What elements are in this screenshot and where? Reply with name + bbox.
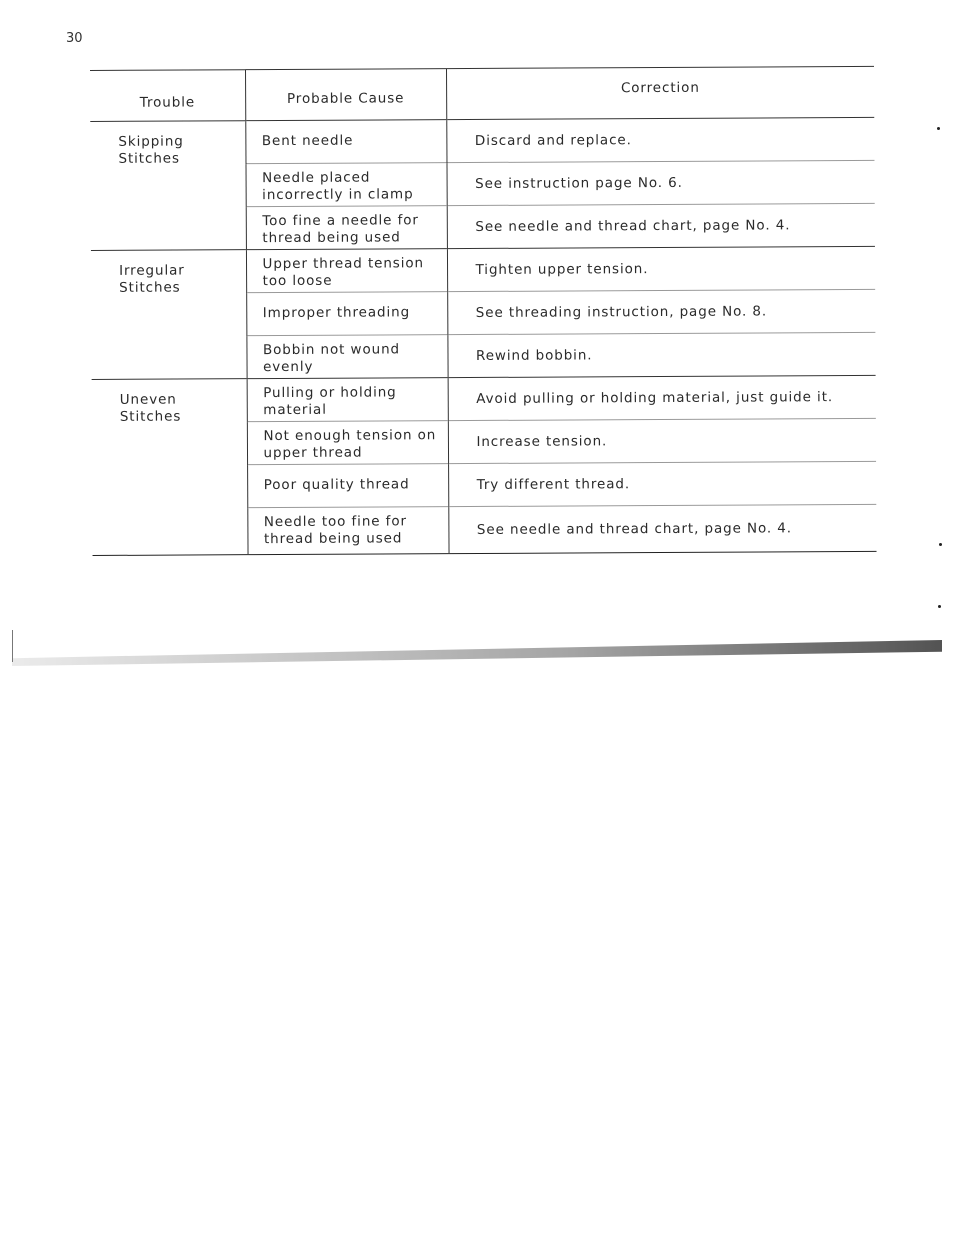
page-number: 30 [66, 31, 83, 46]
header-trouble: Trouble [139, 93, 196, 111]
trouble-cell [90, 121, 246, 251]
cause-cell [247, 378, 448, 422]
correction-cell: See instruction page No. 6. [446, 160, 874, 205]
cause-cell [246, 249, 447, 293]
cause-cell [245, 163, 446, 207]
trouble-label: Stitches [119, 279, 181, 296]
cause-text: Needle placed incorrectly in clamp [262, 169, 414, 204]
header-correction: Correction [446, 66, 874, 119]
cause-text: Upper thread tension too loose [262, 255, 425, 290]
correction-cell: Rewind bobbin. [447, 332, 875, 377]
scan-shadow-band [12, 640, 942, 666]
table-row [90, 117, 874, 164]
trouble-label: Stitches [118, 150, 180, 167]
cause-cell [246, 335, 447, 379]
scan-speck [937, 127, 940, 130]
cause-cell [247, 507, 448, 555]
correction-cell: Avoid pulling or holding material, just guide it. [448, 375, 876, 420]
trouble-cell [92, 379, 248, 556]
troubleshooting-table [90, 66, 877, 556]
cause-text: Poor quality thread [263, 476, 410, 494]
header-row [90, 66, 874, 121]
group-irregular-stitches [91, 246, 876, 379]
group-skipping-stitches [90, 117, 875, 250]
cause-cell [246, 292, 447, 336]
scan-speck [938, 605, 941, 608]
scan-speck [939, 543, 942, 546]
correction-cell: See needle and thread chart, page No. 4. [447, 203, 875, 248]
cause-text: Not enough tension on upper thread [263, 427, 437, 462]
trouble-cell [91, 250, 247, 380]
troubleshooting-table-container [90, 66, 877, 556]
table-row [91, 246, 875, 293]
trouble-label: Skipping [118, 133, 184, 150]
correction-cell: Increase tension. [448, 418, 876, 463]
table-row [92, 375, 876, 422]
trouble-label: Uneven [119, 391, 177, 408]
scan-page-edge [12, 630, 13, 662]
cause-text: Needle too fine for thread being used [263, 513, 407, 548]
group-uneven-stitches [92, 375, 877, 555]
cause-cell [247, 421, 448, 465]
correction-cell: Discard and replace. [446, 117, 874, 162]
trouble-label: Stitches [119, 408, 182, 425]
trouble-label: Irregular [119, 262, 185, 279]
cause-cell [247, 464, 448, 508]
cause-cell [245, 120, 446, 164]
correction-cell: Tighten upper tension. [447, 246, 875, 291]
header-probable-cause: Probable Cause [245, 69, 446, 121]
correction-cell: See threading instruction, page No. 8. [447, 289, 875, 334]
cause-text: Improper threading [262, 304, 411, 322]
cause-text: Bobbin not wound evenly [262, 341, 401, 376]
correction-cell: See needle and thread chart, page No. 4. [448, 504, 876, 553]
cause-cell [246, 206, 447, 250]
cause-text: Bent needle [261, 132, 354, 150]
cause-text: Pulling or holding material [263, 384, 397, 419]
correction-cell: Try different thread. [448, 461, 876, 506]
cause-text: Too fine a needle for thread being used [262, 212, 419, 247]
